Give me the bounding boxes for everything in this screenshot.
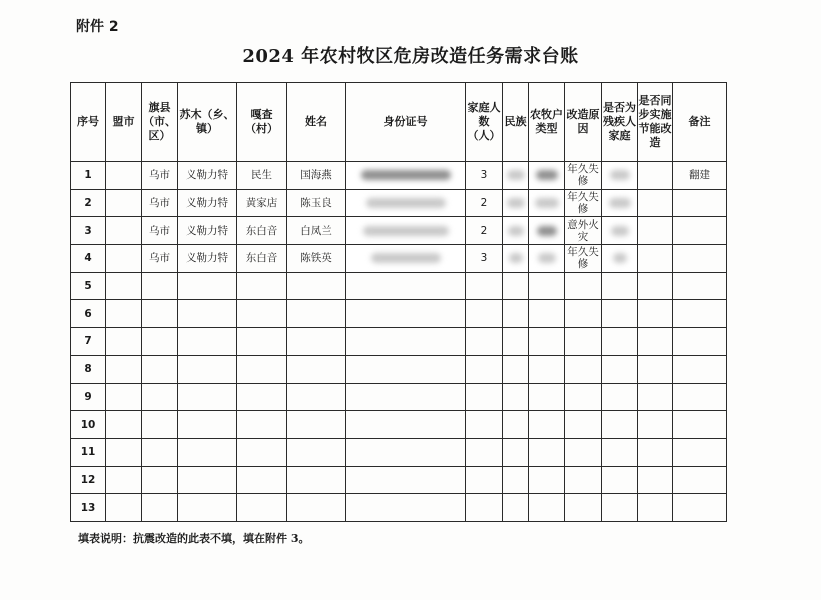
table-cell <box>503 300 529 328</box>
table-cell <box>565 300 602 328</box>
table-cell <box>178 466 237 494</box>
table-cell <box>287 355 346 383</box>
table-cell <box>638 383 673 411</box>
table-cell <box>673 272 727 300</box>
table-cell <box>106 438 142 466</box>
table-cell <box>673 466 727 494</box>
redacted-cell <box>503 245 529 273</box>
table-cell <box>673 328 727 356</box>
row-number: 3 <box>71 217 106 245</box>
header-cell: 序号 <box>71 83 106 162</box>
table-cell <box>565 411 602 439</box>
table-cell <box>673 411 727 439</box>
row-number: 4 <box>71 245 106 273</box>
ledger-table <box>70 82 727 522</box>
table-cell <box>565 355 602 383</box>
table-cell <box>638 494 673 522</box>
table-cell <box>565 272 602 300</box>
redacted-cell <box>503 162 529 190</box>
table-cell <box>602 494 638 522</box>
table-cell <box>287 328 346 356</box>
table-cell: 义勒力特 <box>178 245 237 273</box>
table-cell <box>237 466 287 494</box>
table-cell <box>529 494 565 522</box>
table-cell <box>346 383 466 411</box>
redaction-blur <box>507 170 525 180</box>
redaction-blur <box>609 198 631 208</box>
redacted-cell <box>346 189 466 217</box>
table-cell <box>673 383 727 411</box>
header-cell: 民族 <box>503 83 529 162</box>
row-number: 6 <box>71 300 106 328</box>
redaction-blur <box>507 198 525 208</box>
table-cell <box>106 300 142 328</box>
table-cell <box>178 411 237 439</box>
table-cell: 义勒力特 <box>178 217 237 245</box>
table-row <box>71 411 727 439</box>
table-cell <box>142 300 178 328</box>
table-cell <box>287 300 346 328</box>
table-cell <box>466 355 503 383</box>
table-cell <box>565 383 602 411</box>
table-cell <box>142 328 178 356</box>
table-cell <box>106 272 142 300</box>
table-cell <box>106 466 142 494</box>
table-cell <box>602 328 638 356</box>
table-cell <box>529 355 565 383</box>
table-cell: 东白音 <box>237 217 287 245</box>
table-cell <box>602 355 638 383</box>
table-cell: 年久失修 <box>565 189 602 217</box>
table-cell <box>142 494 178 522</box>
table-cell: 白凤兰 <box>287 217 346 245</box>
table-cell: 乌市 <box>142 245 178 273</box>
table-cell <box>503 494 529 522</box>
table-cell <box>346 494 466 522</box>
redacted-cell <box>529 189 565 217</box>
table-cell: 翻建 <box>673 162 727 190</box>
table-cell <box>638 355 673 383</box>
table-cell <box>142 438 178 466</box>
header-cell: 是否为残疾人家庭 <box>602 83 638 162</box>
table-cell <box>503 328 529 356</box>
table-cell <box>466 438 503 466</box>
row-number: 12 <box>71 466 106 494</box>
header-cell: 旗县（市、区） <box>142 83 178 162</box>
table-cell <box>565 466 602 494</box>
redacted-cell <box>503 217 529 245</box>
redacted-cell <box>602 245 638 273</box>
redaction-blur <box>363 226 449 236</box>
table-cell <box>602 300 638 328</box>
table-cell <box>237 383 287 411</box>
redacted-cell <box>346 217 466 245</box>
table-cell <box>529 328 565 356</box>
redaction-blur <box>508 226 524 236</box>
table-cell: 义勒力特 <box>178 189 237 217</box>
redacted-cell <box>602 189 638 217</box>
redacted-cell <box>346 245 466 273</box>
table-cell <box>346 438 466 466</box>
header-cell: 盟市 <box>106 83 142 162</box>
redaction-blur <box>613 253 627 263</box>
redaction-blur <box>535 198 559 208</box>
table-cell <box>237 411 287 439</box>
table-cell <box>602 411 638 439</box>
table-cell <box>287 466 346 494</box>
table-cell <box>142 355 178 383</box>
table-cell <box>237 355 287 383</box>
table-cell <box>529 411 565 439</box>
table-row <box>71 383 727 411</box>
row-number: 2 <box>71 189 106 217</box>
table-cell <box>287 411 346 439</box>
table-cell <box>106 245 142 273</box>
table-cell <box>106 355 142 383</box>
table-cell <box>638 162 673 190</box>
redaction-blur <box>509 253 523 263</box>
table-row <box>71 466 727 494</box>
table-cell <box>503 272 529 300</box>
redacted-cell <box>346 162 466 190</box>
table-row <box>71 162 727 190</box>
table-cell <box>673 217 727 245</box>
table-cell <box>142 272 178 300</box>
table-cell <box>565 494 602 522</box>
table-cell <box>602 383 638 411</box>
row-number: 8 <box>71 355 106 383</box>
footnote: 填表说明：抗震改造的此表不填，填在附件 3。 <box>78 532 310 545</box>
redaction-blur <box>371 253 441 263</box>
row-number: 11 <box>71 438 106 466</box>
page-title: 2024 年农村牧区危房改造任务需求台账 <box>242 46 579 67</box>
table-cell: 东白音 <box>237 245 287 273</box>
table-cell <box>237 438 287 466</box>
table-cell: 2 <box>466 189 503 217</box>
row-number: 7 <box>71 328 106 356</box>
table-cell <box>466 383 503 411</box>
table-cell: 乌市 <box>142 162 178 190</box>
table-cell <box>638 272 673 300</box>
table-cell <box>178 328 237 356</box>
table-cell <box>287 494 346 522</box>
redacted-cell <box>602 162 638 190</box>
table-cell <box>602 466 638 494</box>
row-number: 1 <box>71 162 106 190</box>
header-cell: 嘎查（村） <box>237 83 287 162</box>
table-cell <box>346 300 466 328</box>
table-cell <box>466 411 503 439</box>
table-cell: 3 <box>466 162 503 190</box>
table-row <box>71 245 727 273</box>
table-cell <box>346 328 466 356</box>
header-cell: 家庭人数（人） <box>466 83 503 162</box>
header-cell: 苏木（乡、镇） <box>178 83 237 162</box>
table-cell <box>287 383 346 411</box>
table-cell <box>466 300 503 328</box>
redacted-cell <box>602 217 638 245</box>
table-cell <box>638 217 673 245</box>
row-number: 10 <box>71 411 106 439</box>
table-cell <box>142 411 178 439</box>
table-cell <box>529 438 565 466</box>
table-cell <box>237 272 287 300</box>
header-cell: 是否同步实施节能改造 <box>638 83 673 162</box>
table-cell <box>602 438 638 466</box>
table-cell <box>106 162 142 190</box>
table-cell: 黄家店 <box>237 189 287 217</box>
table-cell <box>602 272 638 300</box>
table-cell: 2 <box>466 217 503 245</box>
table-cell <box>638 328 673 356</box>
table-cell: 意外火灾 <box>565 217 602 245</box>
table-cell: 3 <box>466 245 503 273</box>
table-row <box>71 272 727 300</box>
table-cell <box>142 466 178 494</box>
table-cell <box>106 217 142 245</box>
table-cell: 乌市 <box>142 217 178 245</box>
table-cell <box>178 355 237 383</box>
table-cell <box>638 438 673 466</box>
table-cell <box>178 438 237 466</box>
row-number: 9 <box>71 383 106 411</box>
redaction-blur <box>611 226 629 236</box>
table-cell: 乌市 <box>142 189 178 217</box>
table-cell <box>529 383 565 411</box>
table-cell <box>178 300 237 328</box>
table-row <box>71 217 727 245</box>
redaction-blur <box>366 198 446 208</box>
redacted-cell <box>529 217 565 245</box>
table-cell <box>106 328 142 356</box>
table-cell <box>638 300 673 328</box>
header-cell: 改造原因 <box>565 83 602 162</box>
table-cell <box>673 494 727 522</box>
table-cell: 民生 <box>237 162 287 190</box>
table-cell <box>673 245 727 273</box>
table-cell <box>638 189 673 217</box>
table-cell <box>346 466 466 494</box>
table-cell <box>529 272 565 300</box>
row-number: 13 <box>71 494 106 522</box>
table-cell: 年久失修 <box>565 245 602 273</box>
header-cell: 姓名 <box>287 83 346 162</box>
redaction-blur <box>538 253 556 263</box>
table-cell <box>237 300 287 328</box>
table-cell <box>565 438 602 466</box>
row-number: 5 <box>71 272 106 300</box>
table-row <box>71 300 727 328</box>
table-cell <box>142 383 178 411</box>
table-cell <box>673 355 727 383</box>
table-cell <box>503 438 529 466</box>
table-cell <box>529 300 565 328</box>
table-cell <box>673 189 727 217</box>
redaction-blur <box>610 170 630 180</box>
table-cell <box>466 328 503 356</box>
table-cell <box>673 438 727 466</box>
table-cell <box>106 383 142 411</box>
table-cell <box>237 494 287 522</box>
table-cell <box>346 355 466 383</box>
redacted-cell <box>529 245 565 273</box>
table-row <box>71 355 727 383</box>
table-cell <box>638 245 673 273</box>
table-cell <box>178 494 237 522</box>
table-cell <box>178 272 237 300</box>
table-row <box>71 189 727 217</box>
table-cell <box>106 494 142 522</box>
table-cell <box>638 411 673 439</box>
table-row <box>71 328 727 356</box>
table-cell <box>565 328 602 356</box>
table-cell: 年久失修 <box>565 162 602 190</box>
attachment-label: 附件 2 <box>76 19 119 35</box>
table-cell <box>466 494 503 522</box>
redacted-cell <box>529 162 565 190</box>
table-cell: 陈玉良 <box>287 189 346 217</box>
table-cell <box>503 355 529 383</box>
header-cell: 农牧户类型 <box>529 83 565 162</box>
table-cell <box>503 411 529 439</box>
table-cell <box>503 466 529 494</box>
table-cell <box>106 189 142 217</box>
header-cell: 备注 <box>673 83 727 162</box>
table-cell <box>178 383 237 411</box>
table-cell <box>638 466 673 494</box>
table-cell: 义勒力特 <box>178 162 237 190</box>
table-cell <box>287 272 346 300</box>
header-cell: 身份证号 <box>346 83 466 162</box>
table-cell <box>237 328 287 356</box>
table-cell <box>287 438 346 466</box>
table-cell <box>503 383 529 411</box>
redaction-blur <box>536 170 558 180</box>
table-cell: 陈铁英 <box>287 245 346 273</box>
table-cell: 国海燕 <box>287 162 346 190</box>
table-cell <box>106 411 142 439</box>
table-row <box>71 438 727 466</box>
redaction-blur <box>537 226 557 236</box>
table-cell <box>529 466 565 494</box>
table-cell <box>673 300 727 328</box>
header-row <box>71 83 727 162</box>
table-cell <box>466 466 503 494</box>
table-row <box>71 494 727 522</box>
table-cell <box>346 411 466 439</box>
table-cell <box>466 272 503 300</box>
redaction-blur <box>361 170 451 180</box>
redacted-cell <box>503 189 529 217</box>
table-cell <box>346 272 466 300</box>
